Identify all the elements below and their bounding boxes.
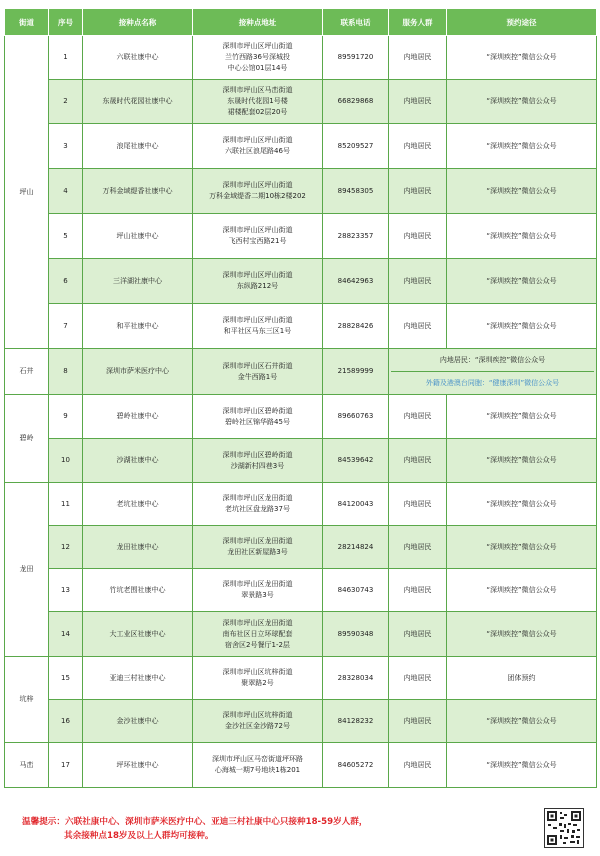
booking-channel: “深圳疾控”微信公众号	[447, 526, 597, 569]
service-group: 内地居民	[389, 259, 447, 304]
table-row	[5, 743, 597, 788]
table-row	[5, 657, 597, 700]
address-line: 深圳市坪山区坪山街道	[222, 316, 293, 324]
site-name: 碧岭社康中心	[83, 395, 193, 439]
table-row	[5, 700, 597, 743]
address-line: 碧岭社区锦华路45号	[225, 417, 290, 426]
header-booking: 预约途径	[447, 9, 597, 36]
booking-channel: “深圳疾控”微信公众号	[447, 304, 597, 349]
address-line: 深圳市坪山区坑梓街道	[222, 668, 293, 676]
header-phone: 联系电话	[323, 9, 389, 36]
street-cell: 马峦	[5, 743, 49, 788]
service-group: 内地居民	[389, 214, 447, 259]
site-address	[193, 395, 323, 439]
service-group: 内地居民	[389, 526, 447, 569]
address-line: 深圳市坪山区碧岭街道	[222, 450, 293, 459]
booking-domestic: 内地居民：“深圳疾控”微信公众号	[391, 349, 594, 372]
street-cell: 坑梓	[5, 657, 49, 743]
address-line: 深圳市坪山区龙田街道	[222, 618, 293, 627]
phone-number: 89590348	[323, 612, 389, 657]
row-number: 12	[49, 526, 83, 569]
table-row	[5, 526, 597, 569]
address-line: 六联社区浪尾路46号	[225, 147, 290, 155]
phone-number: 84539642	[323, 439, 389, 483]
site-name: 龙田社康中心	[83, 526, 193, 569]
site-name: 三洋湖社康中心	[83, 259, 193, 304]
service-group: 内地居民	[389, 169, 447, 214]
booking-channel: “深圳疾控”微信公众号	[447, 743, 597, 788]
table-row	[5, 439, 597, 483]
phone-number: 84128232	[323, 700, 389, 743]
site-name: 沙湖社康中心	[83, 439, 193, 483]
service-group: 内地居民	[389, 80, 447, 124]
row-number: 11	[49, 483, 83, 526]
table-row	[5, 214, 597, 259]
address-line: 金牛西路1号	[237, 372, 278, 381]
booking-channel: “深圳疾控”微信公众号	[447, 483, 597, 526]
address-line: 深圳市坪山区龙田街道	[222, 494, 293, 502]
row-number: 9	[49, 395, 83, 439]
row-number: 10	[49, 439, 83, 483]
row-number: 1	[49, 36, 83, 80]
site-address	[193, 439, 323, 483]
table-row	[5, 169, 597, 214]
street-cell: 坪山	[5, 36, 49, 349]
site-name: 大工业区社康中心	[83, 612, 193, 657]
booking-split-cell	[389, 349, 597, 395]
row-number: 7	[49, 304, 83, 349]
site-name: 浪尾社康中心	[83, 124, 193, 169]
address-line: 裙楼配套02层20号	[227, 108, 288, 116]
booking-channel: “深圳疾控”微信公众号	[447, 214, 597, 259]
qr-code-icon	[544, 808, 584, 848]
address-line: 东纵路212号	[236, 282, 279, 290]
site-address	[193, 657, 323, 700]
site-address	[193, 743, 323, 788]
phone-number: 28328034	[323, 657, 389, 700]
site-address	[193, 214, 323, 259]
address-line: 翠景路3号	[241, 591, 274, 599]
address-line: 深圳市坪山区坪山街道	[222, 271, 293, 279]
row-number: 8	[49, 349, 83, 395]
table-row	[5, 259, 597, 304]
address-line: 金沙社区金沙路72号	[225, 722, 290, 730]
site-address	[193, 304, 323, 349]
address-line: 兰竹西路36号深城投	[225, 53, 290, 61]
address-line: 老坑社区盘龙路37号	[225, 505, 290, 513]
street-cell: 龙田	[5, 483, 49, 657]
site-name: 亚迪三村社康中心	[83, 657, 193, 700]
phone-number: 85209527	[323, 124, 389, 169]
table-row	[5, 304, 597, 349]
row-number: 4	[49, 169, 83, 214]
service-group: 内地居民	[389, 304, 447, 349]
site-address	[193, 169, 323, 214]
booking-channel: “深圳疾控”微信公众号	[447, 439, 597, 483]
site-address	[193, 259, 323, 304]
row-number: 3	[49, 124, 83, 169]
table-row	[5, 349, 597, 395]
phone-number: 28823357	[323, 214, 389, 259]
header-name: 接种点名称	[83, 9, 193, 36]
booking-channel: “深圳疾控”微信公众号	[447, 36, 597, 80]
address-line: 心海城一期7号地块1栋201	[214, 766, 301, 774]
site-address	[193, 36, 323, 80]
site-address	[193, 612, 323, 657]
site-name: 东晟时代花园社康中心	[83, 80, 193, 124]
booking-foreign: 外籍及港澳台同胞：“健康深圳”微信公众号	[425, 378, 560, 387]
phone-number: 89458305	[323, 169, 389, 214]
street-cell: 石井	[5, 349, 49, 395]
address-line: 万科金域缇香二期10栋2楼202	[209, 192, 306, 200]
address-line: 深圳市坪山区马峦街道坪环路	[212, 755, 303, 763]
warm-tip	[22, 815, 522, 843]
booking-channel: “深圳疾控”微信公众号	[447, 169, 597, 214]
address-line: 宿舍区2号餐厅1-2层	[225, 640, 290, 649]
site-name: 万科金域缇香社康中心	[83, 169, 193, 214]
address-line: 深圳市坪山区石井街道	[222, 361, 293, 370]
service-group: 内地居民	[389, 612, 447, 657]
address-line: 深圳市坪山区马峦街道	[222, 86, 293, 94]
site-name: 六联社康中心	[83, 36, 193, 80]
header-no: 序号	[49, 9, 83, 36]
table-row	[5, 612, 597, 657]
booking-channel: “深圳疾控”微信公众号	[447, 700, 597, 743]
booking-channel: “深圳疾控”微信公众号	[447, 612, 597, 657]
booking-channel: 团体预约	[447, 657, 597, 700]
table-row	[5, 483, 597, 526]
tip-line-2: 其余接种点18岁及以上人群均可接种。	[64, 831, 214, 841]
address-line: 和平社区马东三区1号	[223, 327, 292, 335]
table-row	[5, 569, 597, 612]
address-line: 深圳市坪山区坪山街道	[222, 136, 293, 144]
header-address: 接种点地址	[193, 9, 323, 36]
vaccination-sites-table	[4, 8, 597, 788]
header-group: 服务人群	[389, 9, 447, 36]
service-group: 内地居民	[389, 124, 447, 169]
phone-number: 28828426	[323, 304, 389, 349]
site-address	[193, 569, 323, 612]
address-line: 聚翠路2号	[241, 679, 274, 687]
phone-number: 84642963	[323, 259, 389, 304]
site-address	[193, 483, 323, 526]
service-group: 内地居民	[389, 36, 447, 80]
service-group: 内地居民	[389, 657, 447, 700]
row-number: 13	[49, 569, 83, 612]
phone-number: 84120043	[323, 483, 389, 526]
table-row	[5, 80, 597, 124]
address-line: 深圳市坪山区坪山街道	[222, 181, 293, 189]
address-line: 沙湖新村四巷3号	[230, 461, 285, 470]
site-address	[193, 349, 323, 395]
site-address	[193, 526, 323, 569]
address-line: 深圳市坪山区坪山街道	[222, 42, 293, 50]
address-line: 深圳市坪山区龙田街道	[222, 537, 293, 545]
service-group: 内地居民	[389, 483, 447, 526]
phone-number: 89660763	[323, 395, 389, 439]
address-line: 飞西村宝西路21号	[228, 237, 287, 245]
phone-number: 66829868	[323, 80, 389, 124]
phone-number: 84630743	[323, 569, 389, 612]
booking-channel: “深圳疾控”微信公众号	[447, 569, 597, 612]
site-name: 和平社康中心	[83, 304, 193, 349]
booking-channel: “深圳疾控”微信公众号	[447, 80, 597, 124]
site-name: 深圳市萨米医疗中心	[83, 349, 193, 395]
phone-number: 89591720	[323, 36, 389, 80]
address-line: 深圳市坪山区龙田街道	[222, 580, 293, 588]
table-row	[5, 395, 597, 439]
address-line: 深圳市坪山区坑梓街道	[222, 711, 293, 719]
street-cell: 碧岭	[5, 395, 49, 483]
row-number: 17	[49, 743, 83, 788]
site-name: 金沙社康中心	[83, 700, 193, 743]
address-line: 深圳市坪山区坪山街道	[222, 226, 293, 234]
site-address	[193, 700, 323, 743]
tip-line-1: 温馨提示：六联社康中心、深圳市萨米医疗中心、亚迪三村社康中心只接种18-59岁人群，	[22, 817, 368, 827]
row-number: 2	[49, 80, 83, 124]
service-group: 内地居民	[389, 569, 447, 612]
site-name: 老坑社康中心	[83, 483, 193, 526]
phone-number: 84605272	[323, 743, 389, 788]
phone-number: 28214824	[323, 526, 389, 569]
service-group: 内地居民	[389, 395, 447, 439]
service-group: 内地居民	[389, 743, 447, 788]
header-row	[5, 9, 597, 36]
booking-channel: “深圳疾控”微信公众号	[447, 259, 597, 304]
site-name: 坪环社康中心	[83, 743, 193, 788]
site-address	[193, 124, 323, 169]
address-line: 中心公馆01层14号	[227, 64, 288, 72]
address-line: 东晟时代花园1号楼	[227, 97, 288, 105]
row-number: 6	[49, 259, 83, 304]
row-number: 15	[49, 657, 83, 700]
site-name: 坪山社康中心	[83, 214, 193, 259]
address-line: 深圳市坪山区碧岭街道	[222, 406, 293, 415]
service-group: 内地居民	[389, 439, 447, 483]
booking-channel: “深圳疾控”微信公众号	[447, 124, 597, 169]
booking-channel: “深圳疾控”微信公众号	[447, 395, 597, 439]
row-number: 16	[49, 700, 83, 743]
site-address	[193, 80, 323, 124]
table-row	[5, 36, 597, 80]
address-line: 龙田社区新屋路3号	[227, 548, 288, 556]
address-line: 南布社区日立环球配套	[222, 629, 293, 638]
service-group: 内地居民	[389, 700, 447, 743]
row-number: 5	[49, 214, 83, 259]
table-row	[5, 124, 597, 169]
row-number: 14	[49, 612, 83, 657]
phone-number: 21589999	[323, 349, 389, 395]
site-name: 竹坑老围社康中心	[83, 569, 193, 612]
header-street: 街道	[5, 9, 49, 36]
